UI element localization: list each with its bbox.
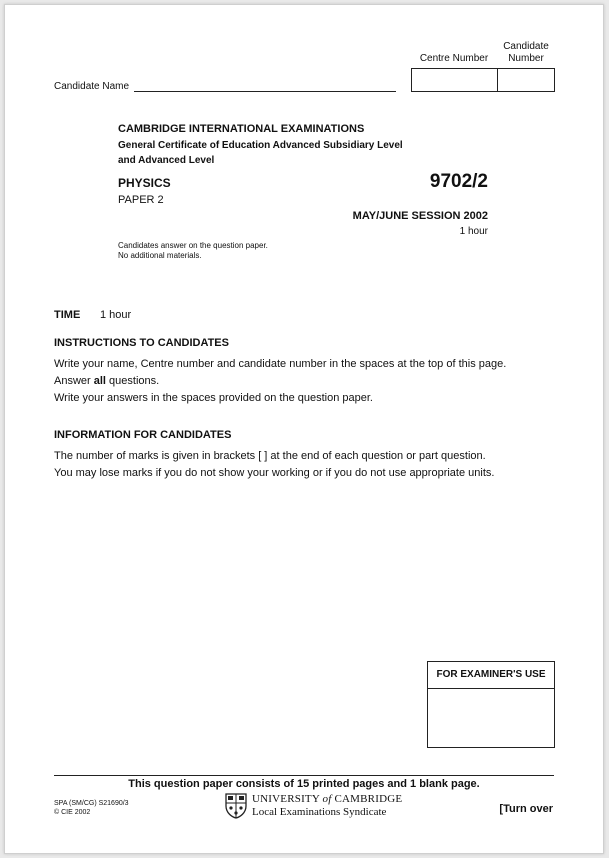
information-body	[54, 448, 574, 482]
candidate-name-label: Candidate Name	[54, 81, 130, 92]
university-name-pre: UNIVERSITY	[252, 793, 320, 805]
candidate-number-box[interactable]	[497, 68, 555, 92]
examiners-use-header: FOR EXAMINER'S USE	[428, 662, 554, 689]
duration: 1 hour	[459, 226, 488, 237]
instructions-line2-post: questions.	[105, 375, 160, 387]
candidate-number-label-line1: Candidate	[503, 41, 549, 52]
pages-note: This question paper consists of 15 printed pages and 1 blank page.	[128, 778, 480, 790]
paper-number: PAPER 2	[118, 194, 164, 206]
exam-board: CAMBRIDGE INTERNATIONAL EXAMINATIONS	[118, 123, 365, 135]
instructions-body	[54, 356, 574, 407]
instructions-line2	[54, 373, 574, 390]
university-name	[252, 793, 402, 805]
paper-code: 9702/2	[429, 171, 488, 192]
turn-over: [Turn over	[499, 803, 553, 815]
university-name-of: of	[322, 793, 332, 805]
candidate-number-label	[497, 41, 555, 65]
examiners-use-space[interactable]	[428, 689, 554, 747]
instructions-line2-pre: Answer	[54, 375, 94, 387]
time-label: TIME	[54, 309, 81, 321]
university-name-post: CAMBRIDGE	[334, 793, 403, 805]
certificate-line2: and Advanced Level	[118, 155, 215, 166]
university-crest-icon	[225, 793, 247, 819]
exam-cover-page	[4, 4, 604, 854]
centre-number-box[interactable]	[411, 68, 498, 92]
candidate-number-label-line2: Number	[508, 53, 544, 64]
session: MAY/JUNE SESSION 2002	[352, 210, 488, 222]
candidate-name-line[interactable]	[134, 91, 396, 93]
instructions-line1: Write your name, Centre number and candidate number in the spaces at the top of this page.	[54, 358, 507, 370]
information-line2: You may lose marks if you do not show your working or if you do not use appropriate units.	[54, 467, 495, 479]
time-value: 1 hour	[100, 309, 132, 321]
reference-code	[54, 799, 129, 817]
materials-line2: No additional materials.	[118, 251, 202, 260]
reference-line2: © CIE 2002	[54, 809, 91, 816]
centre-number-label: Centre Number	[419, 53, 489, 64]
subject-title: PHYSICS	[118, 176, 171, 190]
materials-line1: Candidates answer on the question paper.	[118, 241, 268, 250]
materials-note	[118, 241, 268, 261]
footer-rule	[54, 775, 554, 776]
syndicate-name: Local Examinations Syndicate	[252, 806, 387, 818]
instructions-line3: Write your answers in the spaces provided on the question paper.	[54, 392, 373, 404]
information-heading: INFORMATION FOR CANDIDATES	[54, 429, 232, 441]
examiners-use-box	[427, 661, 555, 748]
certificate-line1: General Certificate of Education Advanced Subsidiary Level	[118, 140, 403, 151]
instructions-line2-bold: all	[93, 375, 106, 387]
instructions-heading: INSTRUCTIONS TO CANDIDATES	[54, 337, 229, 349]
reference-line1: SPA (SM/CG) S21690/3	[54, 800, 129, 807]
information-line1: The number of marks is given in brackets [ ] at the end of each question or part question.	[54, 450, 486, 462]
